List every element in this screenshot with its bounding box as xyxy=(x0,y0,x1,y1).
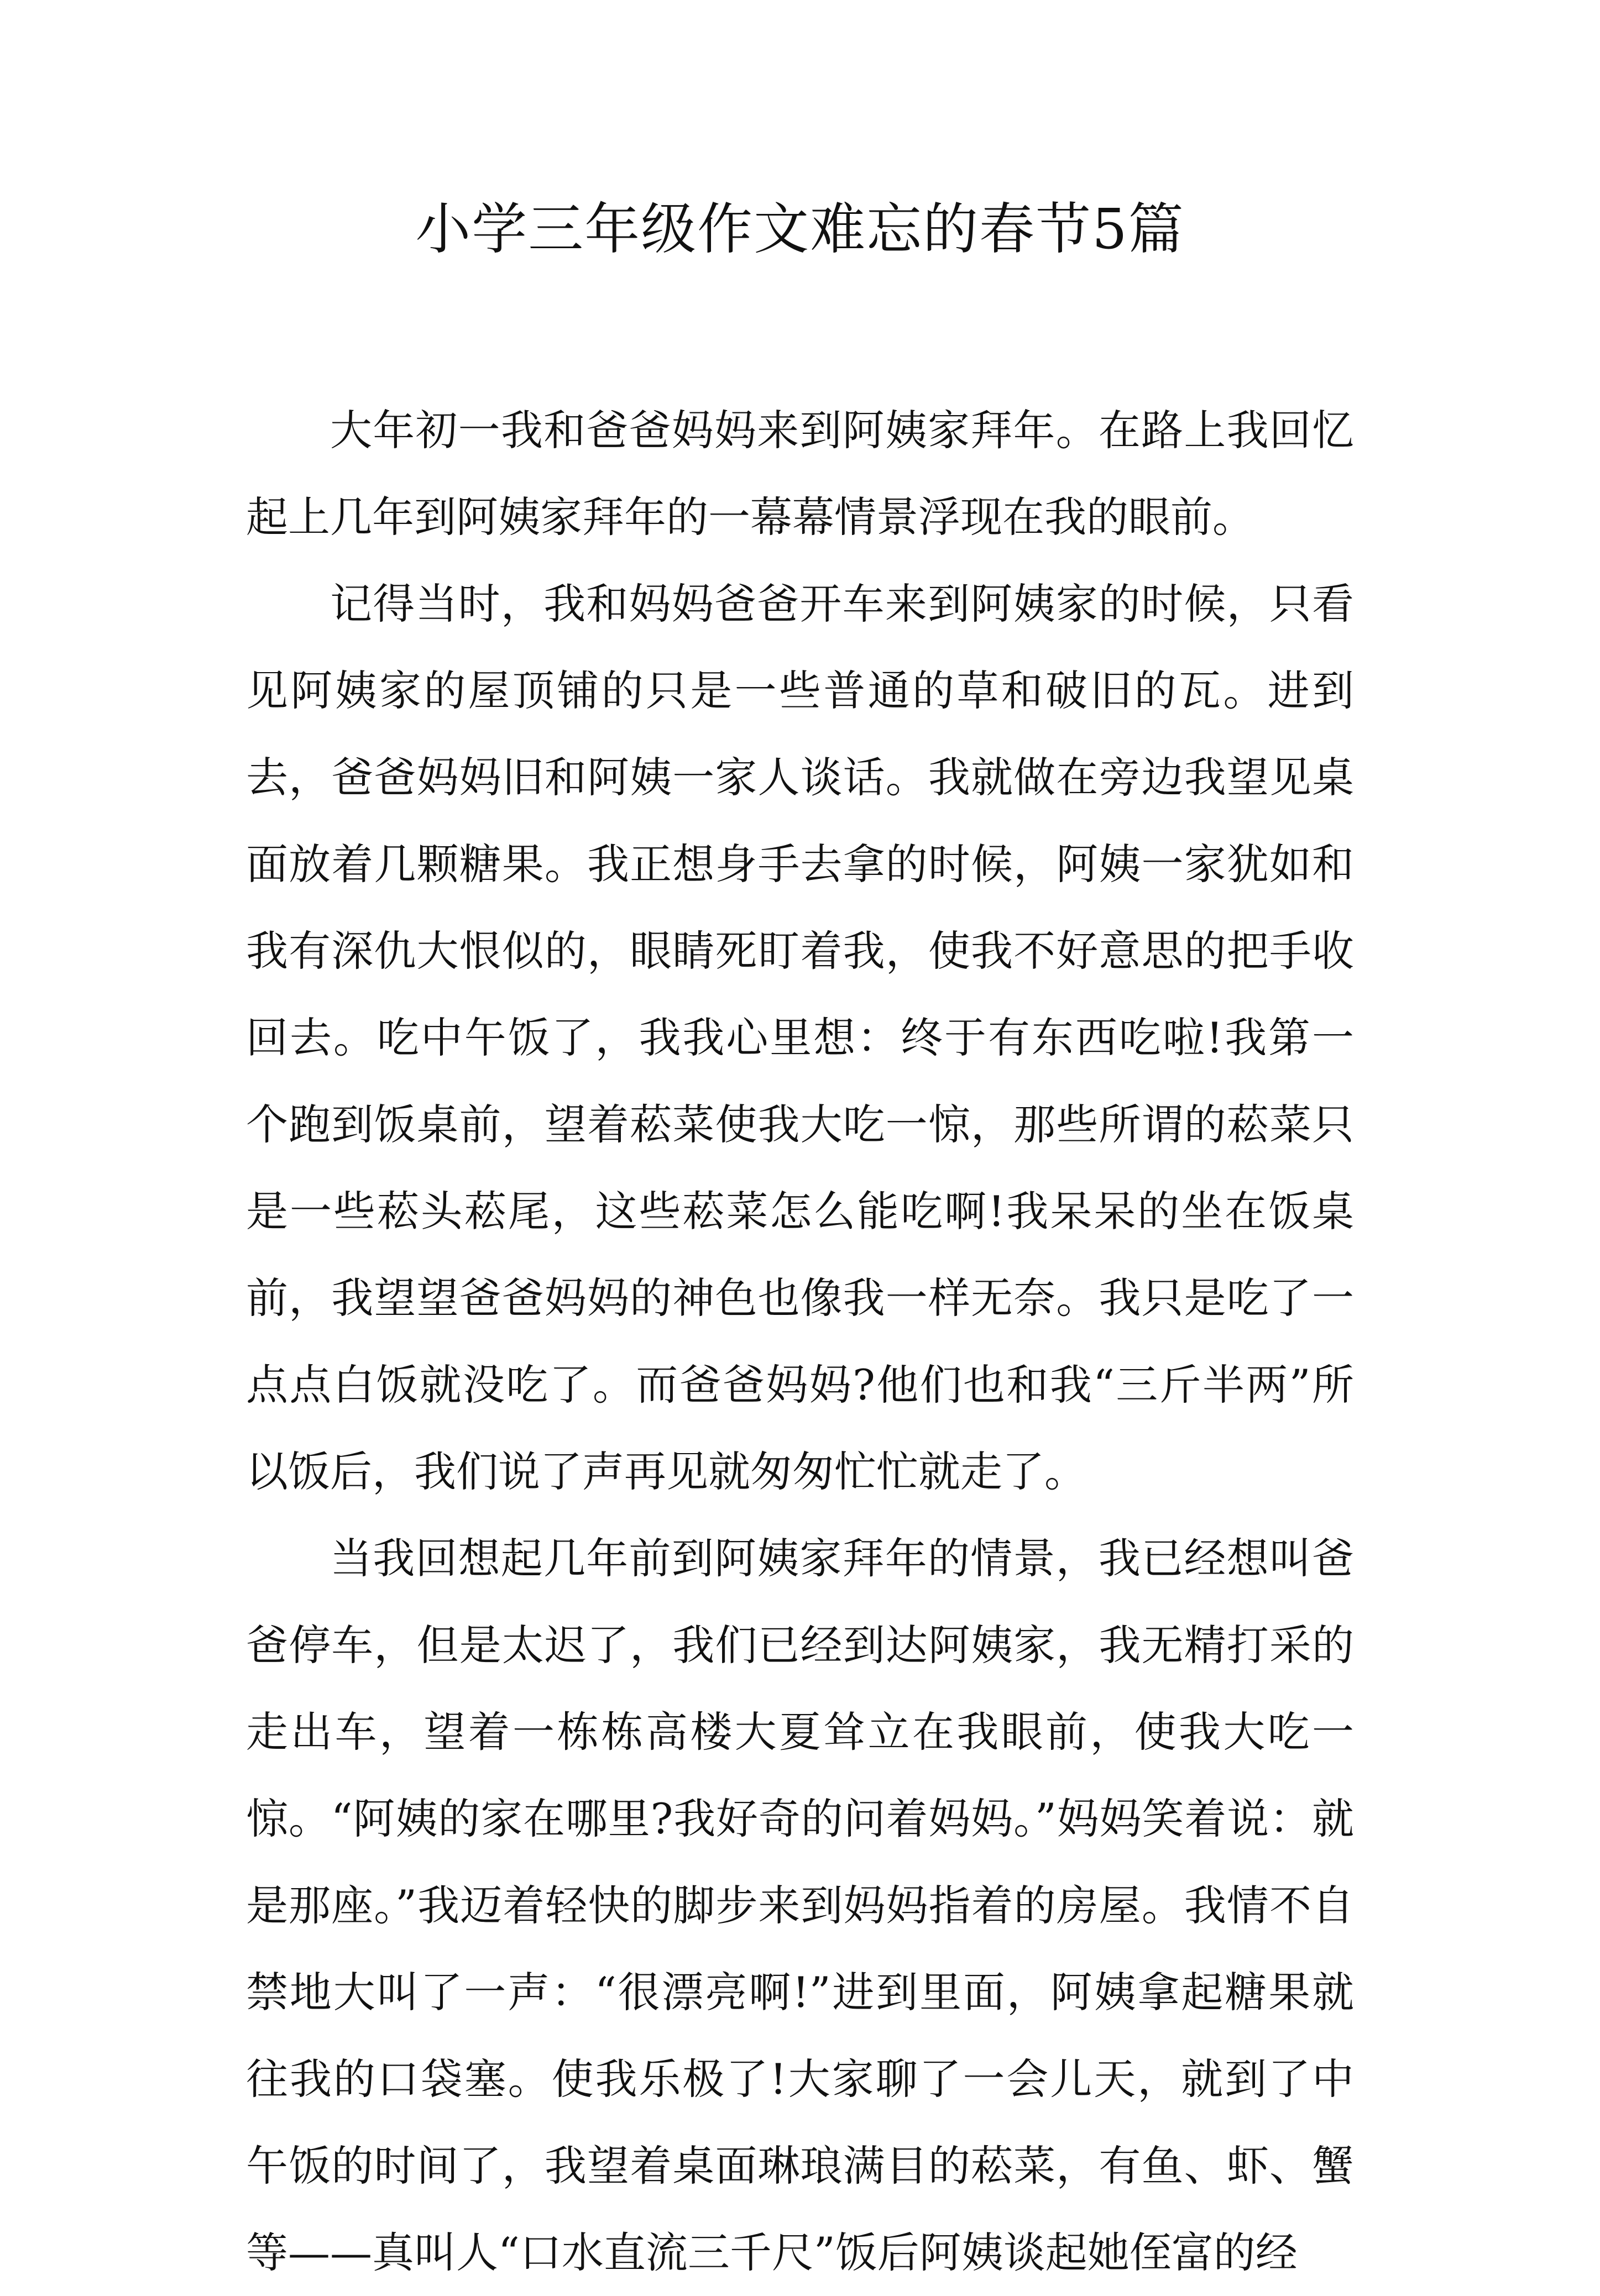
paragraph-1: 大年初一我和爸爸妈妈来到阿姨家拜年。在路上我回忆起上几年到阿姨家拜年的一幕幕情景浮现在我的眼前。 xyxy=(246,406,1354,542)
document-title: 小学三年级作文难忘的春节5篇 xyxy=(415,197,1185,261)
paragraph-3: 当我回想起几年前到阿姨家拜年的情景，我已经想叫爸爸停车，但是太迟了，我们已经到达阿姨家，我无精打采的走出车，望着一栋栋高楼大夏耸立在我眼前，使我大吃一惊。“阿姨的家在哪里?我好奇的问着妈妈。”妈妈笑着说：就是那座。”我迈着轻快的脚步来到妈妈指着的房屋。我情不自禁地大叫了一声：“很漂亮啊!”进到里面，阿姨拿起糖果就往我的口袋塞。使我乐极了!大家聊了一会儿天，就到了中午饭的时间了，我望着桌面琳琅满目的菘菜，有鱼、虾、蟹等——真叫人“口水直流三千尺”饭后阿姨谈起她侄富的经 xyxy=(246,1534,1354,2277)
document-body xyxy=(246,387,1354,2296)
paragraph-2: 记得当时，我和妈妈爸爸开车来到阿姨家的时候，只看见阿姨家的屋顶铺的只是一些普通的草和破旧的瓦。进到去，爸爸妈妈旧和阿姨一家人谈话。我就做在旁边我望见桌面放着几颗糖果。我正想身手去拿的时候，阿姨一家犹如和我有深仇大恨似的，眼睛死盯着我，使我不好意思的把手收回去。吃中午饭了，我我心里想：终于有东西吃啦!我第一个跑到饭桌前，望着菘菜使我大吃一惊，那些所谓的菘菜只是一些菘头菘尾，这些菘菜怎么能吃啊!我呆呆的坐在饭桌前，我望望爸爸妈妈的神色也像我一样无奈。我只是吃了一点点白饭就没吃了。而爸爸妈妈?他们也和我“三斤半两”所以饭后，我们说了声再见就匆匆忙忙就走了。 xyxy=(246,579,1354,1496)
